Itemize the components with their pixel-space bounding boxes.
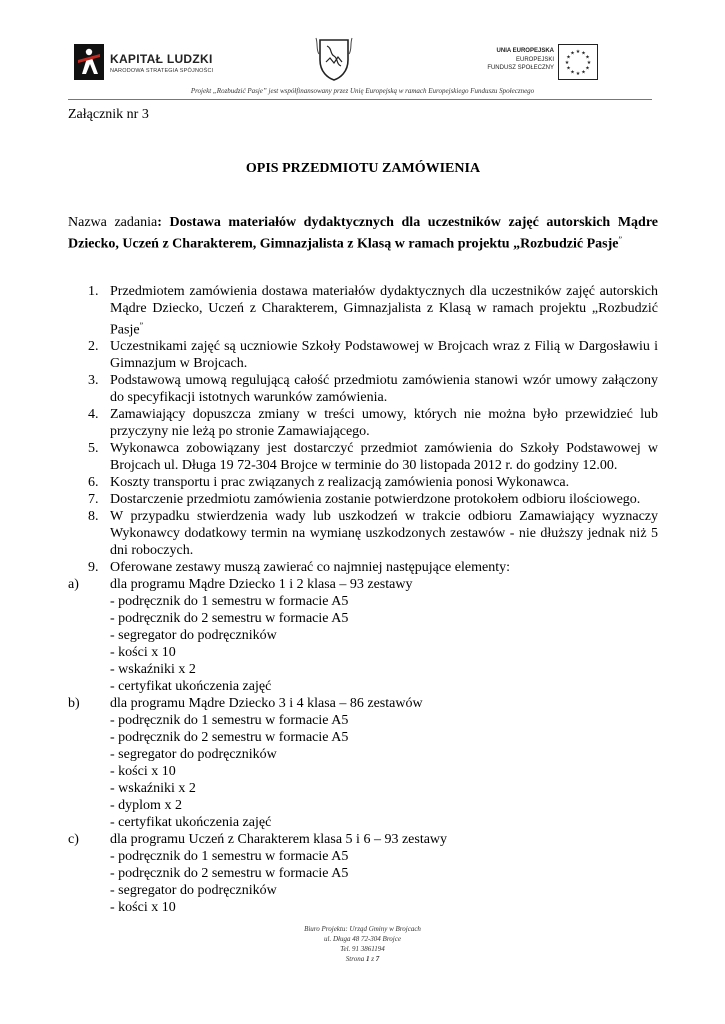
section-b bbox=[68, 695, 658, 831]
eu-fund-text bbox=[462, 47, 554, 73]
eu-line-2: EUROPEJSKI bbox=[515, 56, 554, 63]
list-item: 1. Przedmiotem zamówienia dostawa materiałów dydaktycznych dla uczestników zajęć autorskich Mądre Dziecko, Uczeń z Charakterem, Gimnazjalista z Klasą w ramach projektu „Rozbudzić Pasje” bbox=[88, 283, 658, 338]
eu-star-icon: ★ bbox=[564, 60, 570, 66]
list-item: - segregator do podręczników bbox=[110, 883, 277, 899]
list-item: - segregator do podręczników bbox=[110, 747, 277, 763]
eu-line-3: FUNDUSZ SPOŁECZNY bbox=[487, 65, 554, 71]
list-item: - dyplom x 2 bbox=[110, 798, 182, 814]
kapital-ludzki-title: KAPITAŁ LUDZKI bbox=[110, 52, 213, 66]
eu-star-icon: ★ bbox=[585, 54, 590, 61]
task-name: : Dostawa materiałów dydaktycznych dla uczestników zajęć autorskich Mądre Dziecko, Uczeń z Charakterem, Gimnazjalista z Klasą w ramach projektu „Rozbudzić Pasje bbox=[68, 215, 658, 252]
page-footer bbox=[0, 924, 725, 964]
list-item: - kości x 10 bbox=[110, 764, 176, 780]
list-item: - podręcznik do 2 semestru w formacie A5 bbox=[110, 611, 349, 627]
list-item: - certyfikat ukończenia zajęć bbox=[110, 815, 272, 831]
section-a bbox=[68, 576, 658, 695]
eu-star-icon: ★ bbox=[566, 65, 571, 72]
eu-line-1: UNIA EUROPEJSKA bbox=[496, 48, 554, 54]
eu-star-icon: ★ bbox=[575, 49, 581, 55]
list-item: - podręcznik do 2 semestru w formacie A5 bbox=[110, 730, 349, 746]
eu-flag-icon bbox=[558, 44, 598, 80]
task-description: Nazwa zadania: Dostawa materiałów dydaktycznych dla uczestników zajęć autorskich Mądre Dziecko, Uczeń z Charakterem, Gimnazjalista z Klasą w ramach projektu „Rozbudzić Pasje” bbox=[68, 215, 658, 252]
kapital-ludzki-mark-icon bbox=[74, 44, 104, 80]
eu-star-icon: ★ bbox=[570, 50, 575, 57]
eu-star-icon: ★ bbox=[581, 69, 586, 76]
list-item: 5. Wykonawca zobowiązany jest dostarczyć przedmiot zamówienia do Szkoły Podstawowej w Brojcach ul. Długa 19 72-304 Brojce w terminie do 30 listopada 2012 r. do godziny 12.00. bbox=[88, 441, 658, 474]
list-item: - certyfikat ukończenia zajęć bbox=[110, 679, 272, 695]
list-item: 4. Zamawiający dopuszcza zmiany w treści umowy, których nie można było przewidzieć lub przyczyny nie leżą po stronie Zamawiającego. bbox=[88, 407, 658, 440]
list-item: - wskaźniki x 2 bbox=[110, 781, 196, 797]
section-heading: b) dla programu Mądre Dziecko 3 i 4 klasa – 86 zestawów bbox=[68, 696, 423, 712]
footer-address: ul. Długa 48 72-304 Brojce bbox=[324, 935, 401, 943]
list-item: - wskaźniki x 2 bbox=[110, 662, 196, 678]
project-cofinancing-line: Projekt „Rozbudzić Pasje” jest współfinansowany przez Unię Europejską w ramach Europejskiego Funduszu Społecznego bbox=[190, 87, 535, 95]
attachment-label: Załącznik nr 3 bbox=[68, 107, 149, 122]
list-item: - podręcznik do 1 semestru w formacie A5 bbox=[110, 713, 349, 729]
list-item: - kości x 10 bbox=[110, 645, 176, 661]
eu-star-icon: ★ bbox=[566, 54, 571, 61]
list-item: - podręcznik do 1 semestru w formacie A5 bbox=[110, 594, 349, 610]
list-item: - segregator do podręczników bbox=[110, 628, 277, 644]
eu-star-icon: ★ bbox=[570, 69, 575, 76]
footer-office: Biuro Projektu: Urząd Gminy w Brojcach bbox=[304, 925, 421, 933]
page-header bbox=[0, 0, 725, 102]
document-body bbox=[68, 106, 658, 916]
list-item: 7. Dostarczenie przedmiotu zamówienia zostanie potwierdzone protokołem odbioru ilościowego. bbox=[88, 492, 641, 508]
list-item: - podręcznik do 2 semestru w formacie A5 bbox=[110, 866, 349, 882]
coat-of-arms-icon bbox=[314, 36, 354, 82]
kapital-ludzki-logo bbox=[74, 44, 214, 84]
kapital-ludzki-subtitle: NARODOWA STRATEGIA SPÓJNOŚCI bbox=[110, 68, 214, 74]
section-heading: a) dla programu Mądre Dziecko 1 i 2 klasa – 93 zestawy bbox=[68, 577, 413, 593]
eu-star-icon: ★ bbox=[586, 60, 592, 66]
list-item: 2. Uczestnikami zajęć są uczniowie Szkoły Podstawowej w Brojcach wraz z Filią w Dargosławiu i Gimnazjum w Brojcach. bbox=[88, 339, 658, 372]
list-item: 6. Koszty transportu i prac związanych z realizacją zamówienia ponosi Wykonawca. bbox=[88, 475, 570, 491]
list-item: - kości x 10 bbox=[110, 900, 176, 916]
task-label: Nazwa zadania bbox=[68, 215, 158, 230]
list-item: - podręcznik do 1 semestru w formacie A5 bbox=[110, 849, 349, 865]
list-item: 9. Oferowane zestawy muszą zawierać co najmniej następujące elementy: bbox=[88, 560, 510, 576]
eu-star-icon: ★ bbox=[585, 65, 590, 72]
requirements-list bbox=[68, 283, 658, 577]
section-heading: c) dla programu Uczeń z Charakterem klasa 5 i 6 – 93 zestawy bbox=[68, 832, 448, 848]
list-item: 8. W przypadku stwierdzenia wady lub uszkodzeń w trakcie odbioru Zamawiający wyznaczy Wykonawcy dodatkowy termin na wymianę uszkodzonych zestawów - nie dłuższy jednak niż 5 dni roboczych. bbox=[88, 509, 658, 559]
eu-star-icon: ★ bbox=[581, 50, 586, 57]
footer-phone: Tel. 91 3861194 bbox=[340, 945, 385, 953]
header-divider bbox=[68, 99, 652, 100]
page-number: Strona 1 z 7 bbox=[345, 955, 380, 963]
list-item: 3. Podstawową umową regulującą całość przedmiotu zamówienia stanowi wzór umowy załączony do specyfikacji istotnych warunków zamówienia. bbox=[88, 373, 658, 406]
eu-star-icon: ★ bbox=[575, 71, 581, 77]
document-title: OPIS PRZEDMIOTU ZAMÓWIENIA bbox=[245, 161, 481, 176]
section-c bbox=[68, 831, 658, 916]
